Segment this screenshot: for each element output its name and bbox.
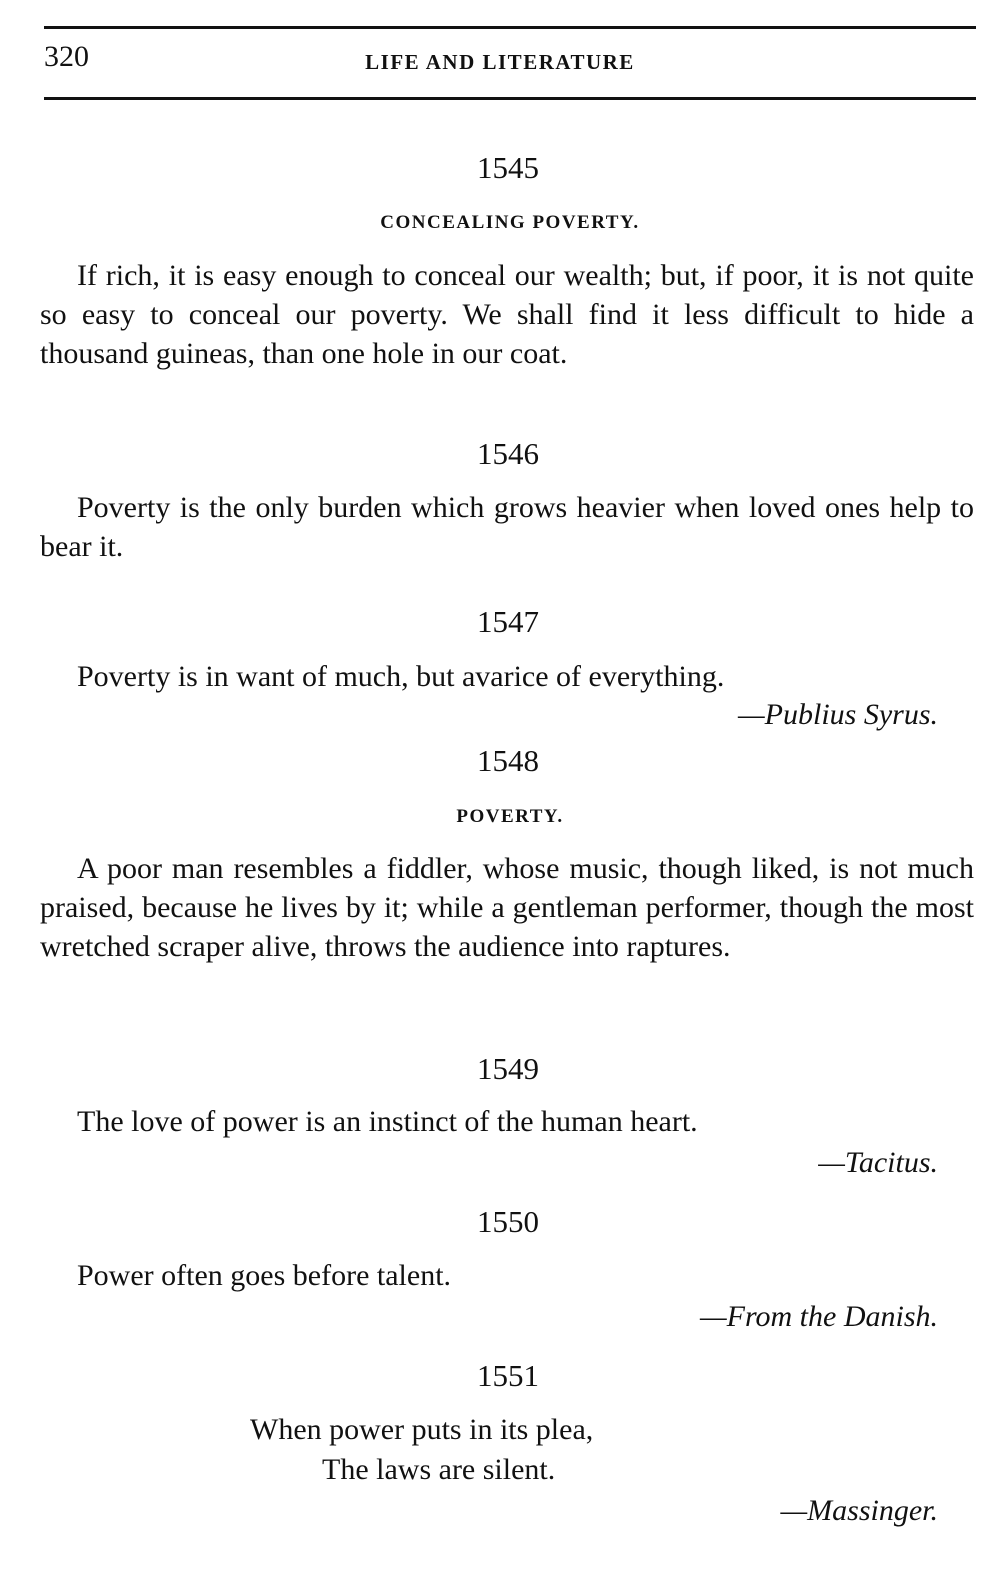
entry-number: 1547 <box>477 604 539 639</box>
entry-attribution: —From the Danish. <box>699 1300 938 1333</box>
entry-text: Power often goes before talent. <box>77 1259 452 1292</box>
entry-text: If rich, it is easy enough to conceal our wealth; but, if poor, it is not quite so easy to conceal our poverty. We shall find it less difficult to hide a thousand guineas, than one hole in our coat. <box>40 259 974 370</box>
page-number: 320 <box>44 40 89 73</box>
entry-number: 1545 <box>477 150 539 185</box>
entry-number: 1550 <box>477 1204 539 1239</box>
entry-attribution: —Publius Syrus. <box>737 698 938 731</box>
entry-number: 1549 <box>477 1051 539 1086</box>
verse-line: When power puts in its plea, <box>250 1413 594 1446</box>
header-bottom-rule <box>44 97 976 100</box>
entry-number: 1546 <box>477 436 539 471</box>
entry-attribution: —Tacitus. <box>818 1146 938 1179</box>
running-title: LIFE AND LITERATURE <box>365 50 635 74</box>
verse <box>0 1410 1000 1490</box>
verse-line: The laws are silent. <box>322 1453 556 1486</box>
entry-text: A poor man resembles a fiddler, whose music, though liked, is not much praised, because he lives by it; while a gentleman performer, though the most wretched scraper alive, throws the audience into raptures. <box>40 852 974 963</box>
entry-attribution: —Massinger. <box>780 1494 938 1527</box>
entry-text: The love of power is an instinct of the human heart. <box>77 1105 698 1138</box>
entry-text: Poverty is the only burden which grows heavier when loved ones help to bear it. <box>40 491 974 563</box>
entry-heading: CONCEALING POVERTY. <box>380 212 640 233</box>
entry-number: 1551 <box>477 1358 539 1393</box>
entry-number: 1548 <box>477 743 539 778</box>
entry-heading: POVERTY. <box>456 806 564 827</box>
header-top-rule <box>44 26 976 29</box>
entry-text: Poverty is in want of much, but avarice of everything. <box>77 660 725 693</box>
